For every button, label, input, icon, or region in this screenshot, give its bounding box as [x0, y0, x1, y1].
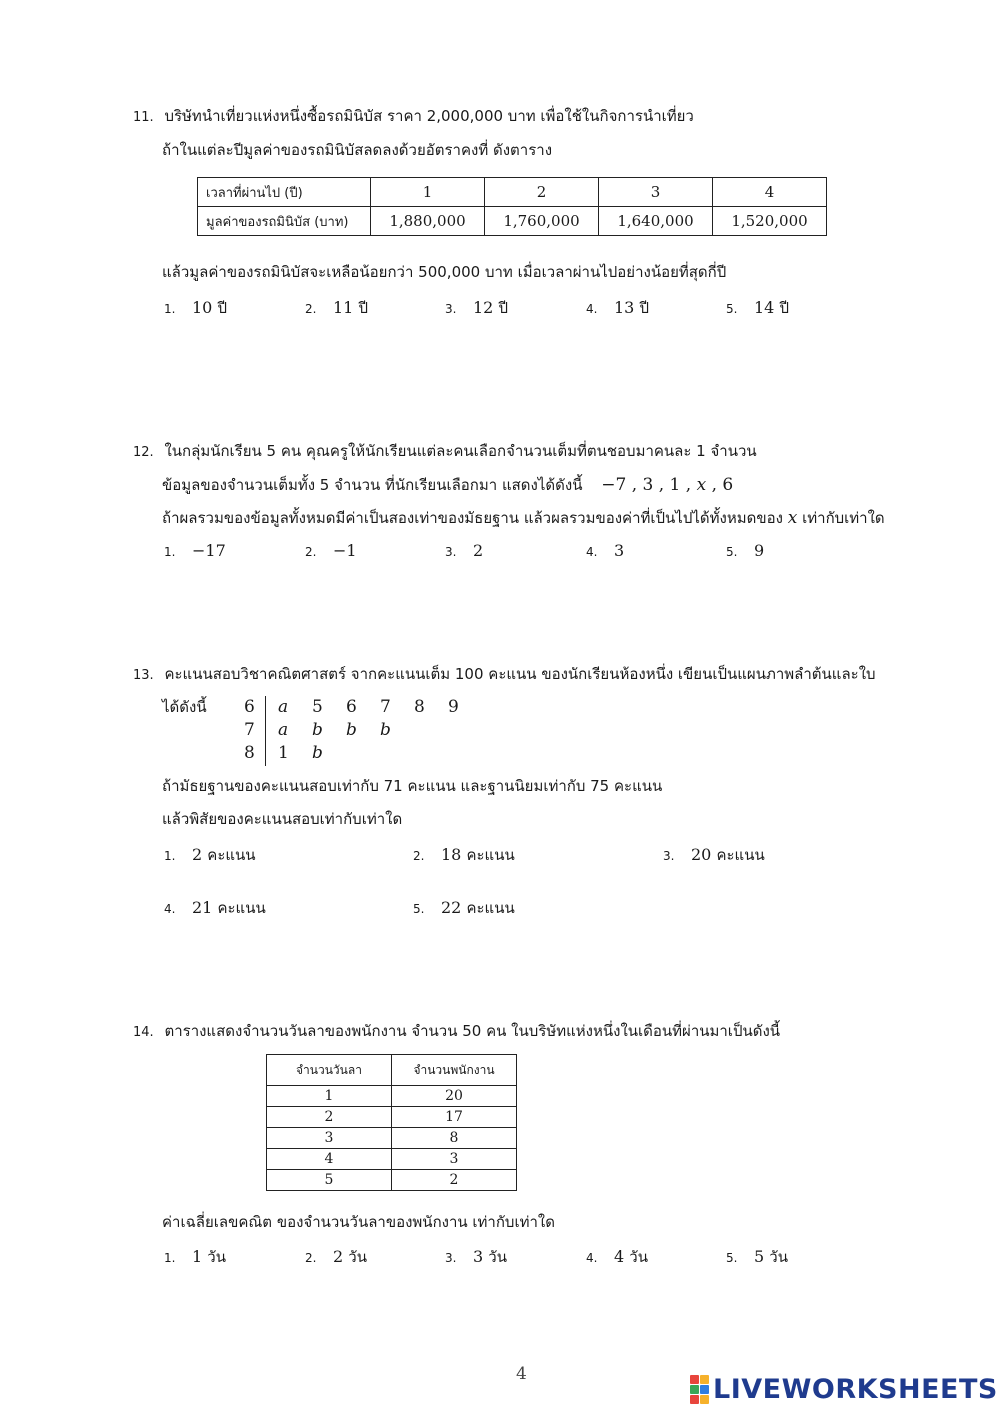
leaf: b	[312, 743, 323, 763]
table-cell: 17	[392, 1107, 517, 1128]
answer-option-3[interactable]: 3. 12 ปี	[445, 298, 508, 317]
table-cell: 5	[267, 1170, 392, 1191]
answer-option-5[interactable]: 5. 5 วัน	[726, 1247, 788, 1266]
stem: 6	[244, 697, 255, 717]
leave-days-table	[266, 1054, 517, 1191]
table-row	[267, 1149, 517, 1170]
table-cell: 4	[267, 1149, 392, 1170]
answer-option-1[interactable]: 1. 2 คะแนน	[164, 845, 256, 864]
leaf: a	[278, 720, 289, 740]
answer-option-2[interactable]: 2. 18 คะแนน	[413, 845, 515, 864]
table-row	[267, 1128, 517, 1149]
answer-option-2[interactable]: 2. 11 ปี	[305, 298, 368, 317]
table-cell: 1,520,000	[713, 207, 827, 236]
table-cell: 1	[267, 1086, 392, 1107]
answer-option-4[interactable]: 4. 3	[586, 541, 625, 560]
depreciation-table	[197, 177, 827, 236]
leaf: b	[346, 720, 357, 740]
question-13-text-line-4: แล้วพิสัยของคะแนนสอบเท่ากับเท่าใด	[162, 810, 403, 828]
answer-option-4[interactable]: 4. 13 ปี	[586, 298, 649, 317]
leaf-row	[278, 743, 346, 763]
table-row	[267, 1107, 517, 1128]
column-header: จำนวนพนักงาน	[392, 1055, 517, 1086]
question-14-prompt: ค่าเฉลี่ยเลขคณิต ของจำนวนวันลาของพนักงาน เท่ากับเท่าใด	[162, 1213, 555, 1231]
table-cell: 3	[392, 1149, 517, 1170]
answer-option-1[interactable]: 1. 10 ปี	[164, 298, 227, 317]
table-cell: 1,760,000	[485, 207, 599, 236]
table-row	[267, 1170, 517, 1191]
leaf: a	[278, 697, 289, 717]
question-11-number: 11.	[133, 110, 154, 125]
logo-text: LIVEWORKSHEETS	[713, 1374, 998, 1405]
leaf: 7	[380, 697, 391, 717]
table-cell: 3	[267, 1128, 392, 1149]
leaf: b	[380, 720, 391, 740]
question-13-text-line-3: ถ้ามัธยฐานของคะแนนสอบเท่ากับ 71 คะแนน และฐานนิยมเท่ากับ 75 คะแนน	[162, 777, 663, 795]
question-13-number: 13.	[133, 668, 154, 683]
leaf: 5	[312, 697, 323, 717]
table-cell: 2	[392, 1170, 517, 1191]
answer-option-4[interactable]: 4. 21 คะแนน	[164, 898, 266, 917]
question-11-prompt: แล้วมูลค่าของรถมินิบัสจะเหลือน้อยกว่า 500,000 บาท เมื่อเวลาผ่านไปอย่างน้อยที่สุดกี่ปี	[162, 263, 727, 281]
answer-option-2[interactable]: 2. 2 วัน	[305, 1247, 367, 1266]
answer-option-5[interactable]: 5. 14 ปี	[726, 298, 789, 317]
question-12-number: 12.	[133, 445, 154, 460]
leaf-row	[278, 720, 414, 740]
table-header-row	[267, 1055, 517, 1086]
table-row	[267, 1086, 517, 1107]
answer-option-4[interactable]: 4. 4 วัน	[586, 1247, 648, 1266]
question-14-text-line-1: 14. ตารางแสดงจำนวนวันลาของพนักงาน จำนวน 50 คน ในบริษัทแห่งหนึ่งในเดือนที่ผ่านมาเป็นดังนี้	[133, 1022, 781, 1040]
table-cell: 1,880,000	[371, 207, 485, 236]
table-cell: 8	[392, 1128, 517, 1149]
table-cell: 1	[371, 178, 485, 207]
stem-leaf-divider	[265, 696, 266, 766]
answer-option-3[interactable]: 3. 20 คะแนน	[663, 845, 765, 864]
answer-option-2[interactable]: 2. −1	[305, 541, 357, 560]
table-row	[198, 178, 827, 207]
stem: 8	[244, 743, 255, 763]
answer-option-1[interactable]: 1. 1 วัน	[164, 1247, 226, 1266]
answer-option-3[interactable]: 3. 2	[445, 541, 484, 560]
page-number: 4	[516, 1364, 527, 1384]
column-header: จำนวนวันลา	[267, 1055, 392, 1086]
data-set: −7 , 3 , 1 , x , 6	[601, 475, 734, 495]
answer-option-3[interactable]: 3. 3 วัน	[445, 1247, 507, 1266]
answer-option-5[interactable]: 5. 9	[726, 541, 765, 560]
question-13-text-line-2: ได้ดังนี้	[162, 698, 207, 716]
question-14-number: 14.	[133, 1025, 154, 1040]
question-12-text-line-3: ถ้าผลรวมของข้อมูลทั้งหมดมีค่าเป็นสองเท่าของมัธยฐาน แล้วผลรวมของค่าที่เป็นไปได้ทั้งหมดของ x เท่ากับเท่าใด	[162, 508, 885, 528]
leaf: 1	[278, 743, 289, 763]
table-cell: 4	[713, 178, 827, 207]
logo-blocks-icon	[690, 1375, 709, 1404]
leaf: 8	[414, 697, 425, 717]
leaf: 9	[448, 697, 459, 717]
answer-option-5[interactable]: 5. 22 คะแนน	[413, 898, 515, 917]
table-cell: 20	[392, 1086, 517, 1107]
stem: 7	[244, 720, 255, 740]
table-row-label: เวลาที่ผ่านไป (ปี)	[198, 178, 371, 207]
table-cell: 1,640,000	[599, 207, 713, 236]
question-12-text-line-1: 12. ในกลุ่มนักเรียน 5 คน คุณครูให้นักเรียนแต่ละคนเลือกจำนวนเต็มที่ตนชอบมาคนละ 1 จำนวน	[133, 442, 757, 460]
table-cell: 3	[599, 178, 713, 207]
liveworksheets-logo	[690, 1374, 998, 1405]
question-11-text-line-2: ถ้าในแต่ละปีมูลค่าของรถมินิบัสลดลงด้วยอัตราคงที่ ดังตาราง	[162, 141, 553, 159]
table-cell: 2	[485, 178, 599, 207]
leaf-row	[278, 697, 482, 717]
leaf: b	[312, 720, 323, 740]
table-row	[198, 207, 827, 236]
answer-option-1[interactable]: 1. −17	[164, 541, 226, 560]
leaf: 6	[346, 697, 357, 717]
question-13-text-line-1: 13. คะแนนสอบวิชาคณิตศาสตร์ จากคะแนนเต็ม 100 คะแนน ของนักเรียนห้องหนึ่ง เขียนเป็นแผนภาพลำต้นและใบ	[133, 665, 876, 683]
question-11-text-line-1: 11. บริษัทนำเที่ยวแห่งหนึ่งซื้อรถมินิบัส ราคา 2,000,000 บาท เพื่อใช้ในกิจการนำเที่ยว	[133, 107, 694, 125]
table-row-label: มูลค่าของรถมินิบัส (บาท)	[198, 207, 371, 236]
question-12-text-line-2: ข้อมูลของจำนวนเต็มทั้ง 5 จำนวน ที่นักเรียนเลือกมา แสดงได้ดังนี้ −7 , 3 , 1 , x , 6	[162, 475, 734, 495]
table-cell: 2	[267, 1107, 392, 1128]
